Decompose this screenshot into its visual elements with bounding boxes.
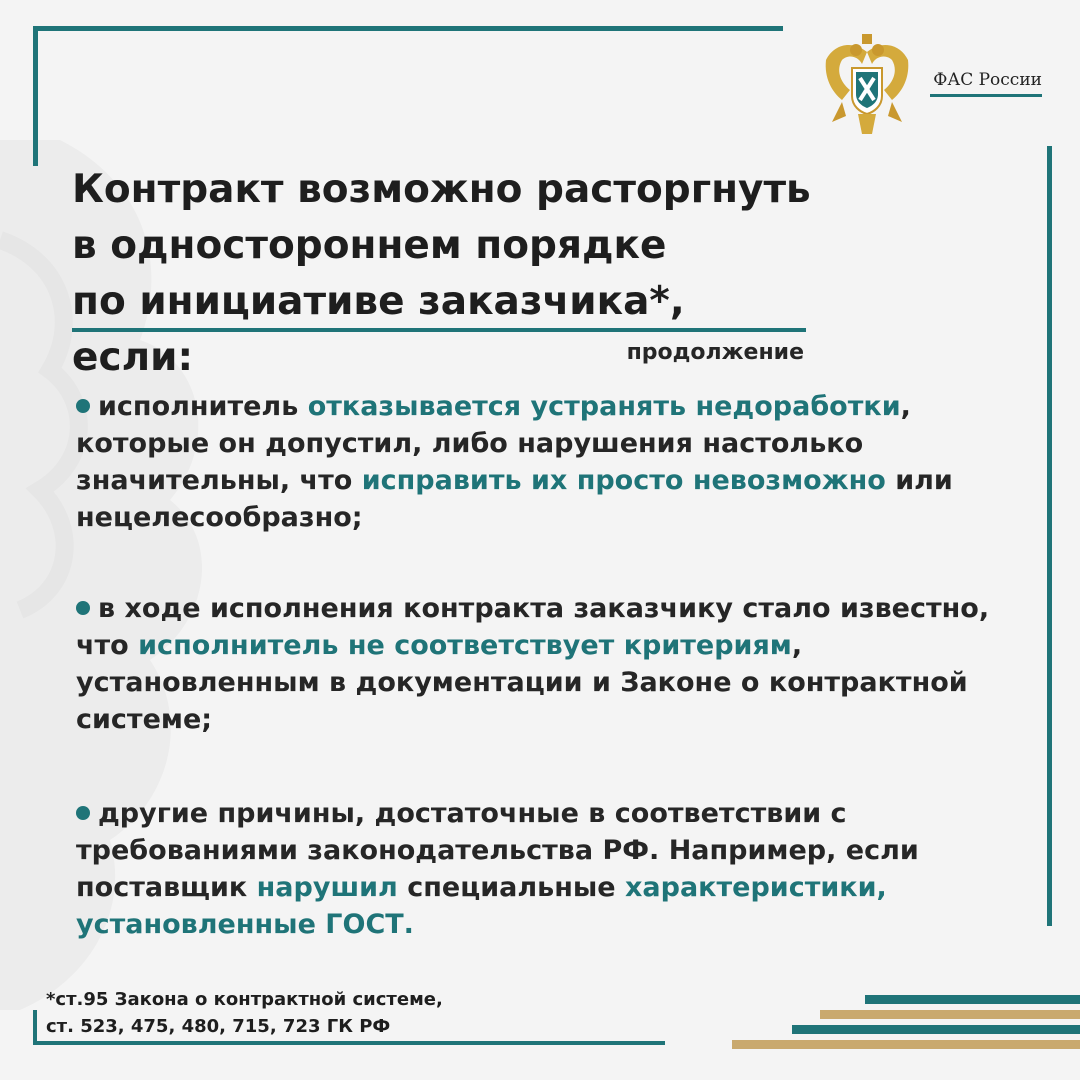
- decor-stripe: [732, 1040, 1080, 1049]
- item-highlight: характеристики, установленные ГОСТ.: [76, 872, 887, 940]
- bullet-dot-icon: [76, 399, 90, 413]
- item-text: , установленным в документации и Законе о контрактной системе;: [76, 630, 968, 735]
- frame-bottom-line: [33, 1041, 665, 1045]
- frame-top-line: [33, 26, 783, 31]
- item-text: специальные: [397, 872, 625, 903]
- item-text: в ходе исполнения контракта заказчику стало известно, что: [76, 593, 990, 661]
- bullet-dot-icon: [76, 806, 90, 820]
- list-item-3: [76, 795, 1036, 943]
- item-highlight: нарушил: [256, 872, 398, 903]
- title-line-1: Контракт возможно расторгнуть: [72, 167, 811, 212]
- item-highlight: исправить их просто невозможно: [361, 465, 886, 496]
- bullet-dot-icon: [76, 601, 90, 615]
- title-underline: [72, 328, 806, 332]
- decor-stripe: [865, 995, 1080, 1004]
- frame-left-bottom-line: [33, 1010, 37, 1045]
- decor-stripe: [820, 1010, 1080, 1019]
- item-highlight: отказывается устранять недоработки: [307, 391, 901, 422]
- item-text: исполнитель: [98, 391, 308, 422]
- frame-right-line: [1047, 146, 1052, 926]
- item-text: или нецелесообразно;: [76, 465, 953, 533]
- item-text: другие причины, достаточные в соответствии с требованиями законодательства РФ. Например, если поставщик: [76, 798, 919, 903]
- item-text: , которые он допустил, либо нарушения настолько значительны, что: [76, 391, 911, 496]
- org-name: ФАС России: [930, 70, 1042, 97]
- footnote-line-1: *ст.95 Закона о контрактной системе,: [46, 989, 443, 1010]
- footnote: [46, 986, 566, 1040]
- title-line-2: в одностороннем порядке: [72, 223, 667, 268]
- double-headed-eagle-emblem-icon: [822, 30, 912, 140]
- frame-left-line: [33, 26, 38, 166]
- decor-stripe: [792, 1025, 1080, 1034]
- footnote-line-2: ст. 523, 475, 480, 715, 723 ГК РФ: [46, 1016, 391, 1037]
- continuation-label: продолжение: [626, 340, 804, 365]
- item-highlight: исполнитель не соответствует критериям: [138, 630, 792, 661]
- title-line-3: по инициативе заказчика*, если:: [72, 279, 685, 380]
- list-item-2: [76, 590, 1036, 738]
- list-item-1: [76, 388, 1036, 536]
